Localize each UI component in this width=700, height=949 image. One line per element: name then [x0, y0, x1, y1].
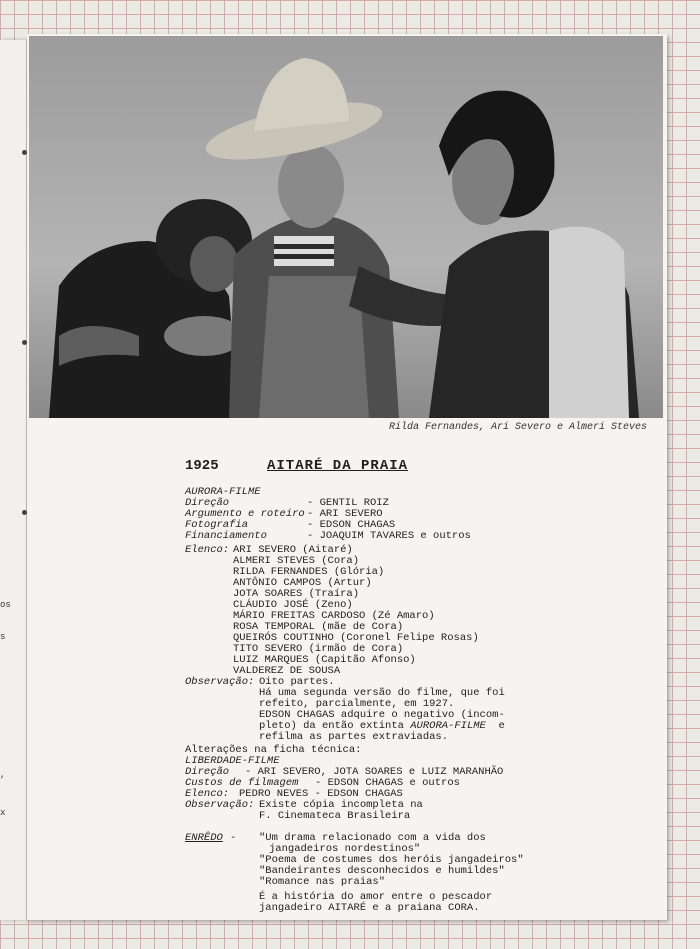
observation-label: Observação: [185, 676, 255, 688]
alt-studio-name: LIBERDADE-FILME [185, 755, 280, 767]
plot-quote: "Um drama relacionado com a vida dos [259, 832, 486, 844]
cast-member: VALDEREZ DE SOUSA [233, 665, 341, 677]
observation-line: refeito, parcialmente, em 1927. [259, 698, 455, 710]
alt-value: Existe cópia incompleta na [259, 799, 423, 811]
cast-member: ARI SEVERO (Aitaré) [233, 544, 353, 556]
studio-name: AURORA-FILME [185, 486, 261, 498]
plot-summary-line: jangadeiro AITARÉ e a praiana CORA. [259, 902, 480, 914]
credit-role: Direção [185, 497, 230, 509]
previous-page-edge [0, 40, 27, 920]
plot-quote: "Bandeirantes desconhecidos e humildes" [259, 865, 505, 877]
observation-line: refilma as partes extraviadas. [259, 731, 449, 743]
plot-dash: - [230, 832, 237, 844]
page-fragment: os [0, 600, 11, 610]
plot-label: ENRÊDO [185, 832, 223, 844]
alt-role: Observação: [185, 799, 255, 811]
cast-member: ALMERI STEVES (Cora) [233, 555, 360, 567]
credit-role: Argumento e roteiro [185, 508, 305, 520]
alt-observation-line: F. Cinemateca Brasileira [259, 810, 411, 822]
alt-role: Elenco: [185, 788, 230, 800]
cast-member: LUIZ MARQUES (Capitão Afonso) [233, 654, 416, 666]
plot-quote: jangadeiros nordestinos" [269, 843, 421, 855]
alt-value: - EDSON CHAGAS e outros [315, 777, 460, 789]
cast-member: ANTÔNIO CAMPOS (Artur) [233, 577, 372, 589]
page-fragment: x [0, 808, 6, 818]
observation-line: e [498, 720, 505, 732]
credit-role: Fotografia [185, 519, 249, 531]
page-fragment: s [0, 632, 6, 642]
cast-member: MÁRIO FREITAS CARDOSO (Zé Amaro) [233, 610, 435, 622]
cast-label: Elenco: [185, 544, 230, 556]
credit-value: - ARI SEVERO [307, 508, 383, 520]
cast-member: TITO SEVERO (irmão de Cora) [233, 643, 404, 655]
studio-inline: AURORA-FILME [410, 720, 486, 732]
film-still-illustration [29, 36, 663, 418]
cast-member: CLÁUDIO JOSÉ (Zeno) [233, 599, 353, 611]
credit-value: - GENTIL ROIZ [307, 497, 389, 509]
observation-line: Há uma segunda versão do filme, que foi [259, 687, 505, 699]
credit-value: - JOAQUIM TAVARES e outros [307, 530, 471, 542]
cast-member: RILDA FERNANDES (Glória) [233, 566, 385, 578]
alt-value: - ARI SEVERO, JOTA SOARES e LUIZ MARANHÃO [245, 766, 504, 778]
alt-role: Direção [185, 766, 230, 778]
document-page [27, 34, 667, 920]
film-still-photo [29, 36, 663, 418]
credit-value: - EDSON CHAGAS [307, 519, 396, 531]
alterations-label: Alterações na ficha técnica: [185, 744, 362, 756]
cast-member: JOTA SOARES (Traíra) [233, 588, 360, 600]
plot-summary-line: É a história do amor entre o pescador [259, 891, 493, 903]
cast-member: QUEIRÓS COUTINHO (Coronel Felipe Rosas) [233, 632, 479, 644]
alt-value: PEDRO NEVES - EDSON CHAGAS [239, 788, 403, 800]
observation-line: EDSON CHAGAS adquire o negativo (incom- [259, 709, 505, 721]
photo-caption: Rilda Fernandes, Ari Severo e Almeri Steves [388, 422, 647, 433]
observation-line: pleto) da então extinta [259, 720, 404, 732]
film-title: AITARÉ DA PRAIA [267, 458, 409, 474]
film-year: 1925 [185, 458, 219, 474]
observation-line: Oito partes. [259, 676, 335, 688]
plot-quote: "Poema de costumes dos heróis jangadeiros" [259, 854, 524, 866]
credit-role: Financiamento [185, 530, 267, 542]
page-fragment: , [0, 770, 6, 780]
cast-member: ROSA TEMPORAL (mãe de Cora) [233, 621, 404, 633]
alt-role: Custos de filmagem [185, 777, 299, 789]
plot-quote: "Romance nas praias" [259, 876, 386, 888]
